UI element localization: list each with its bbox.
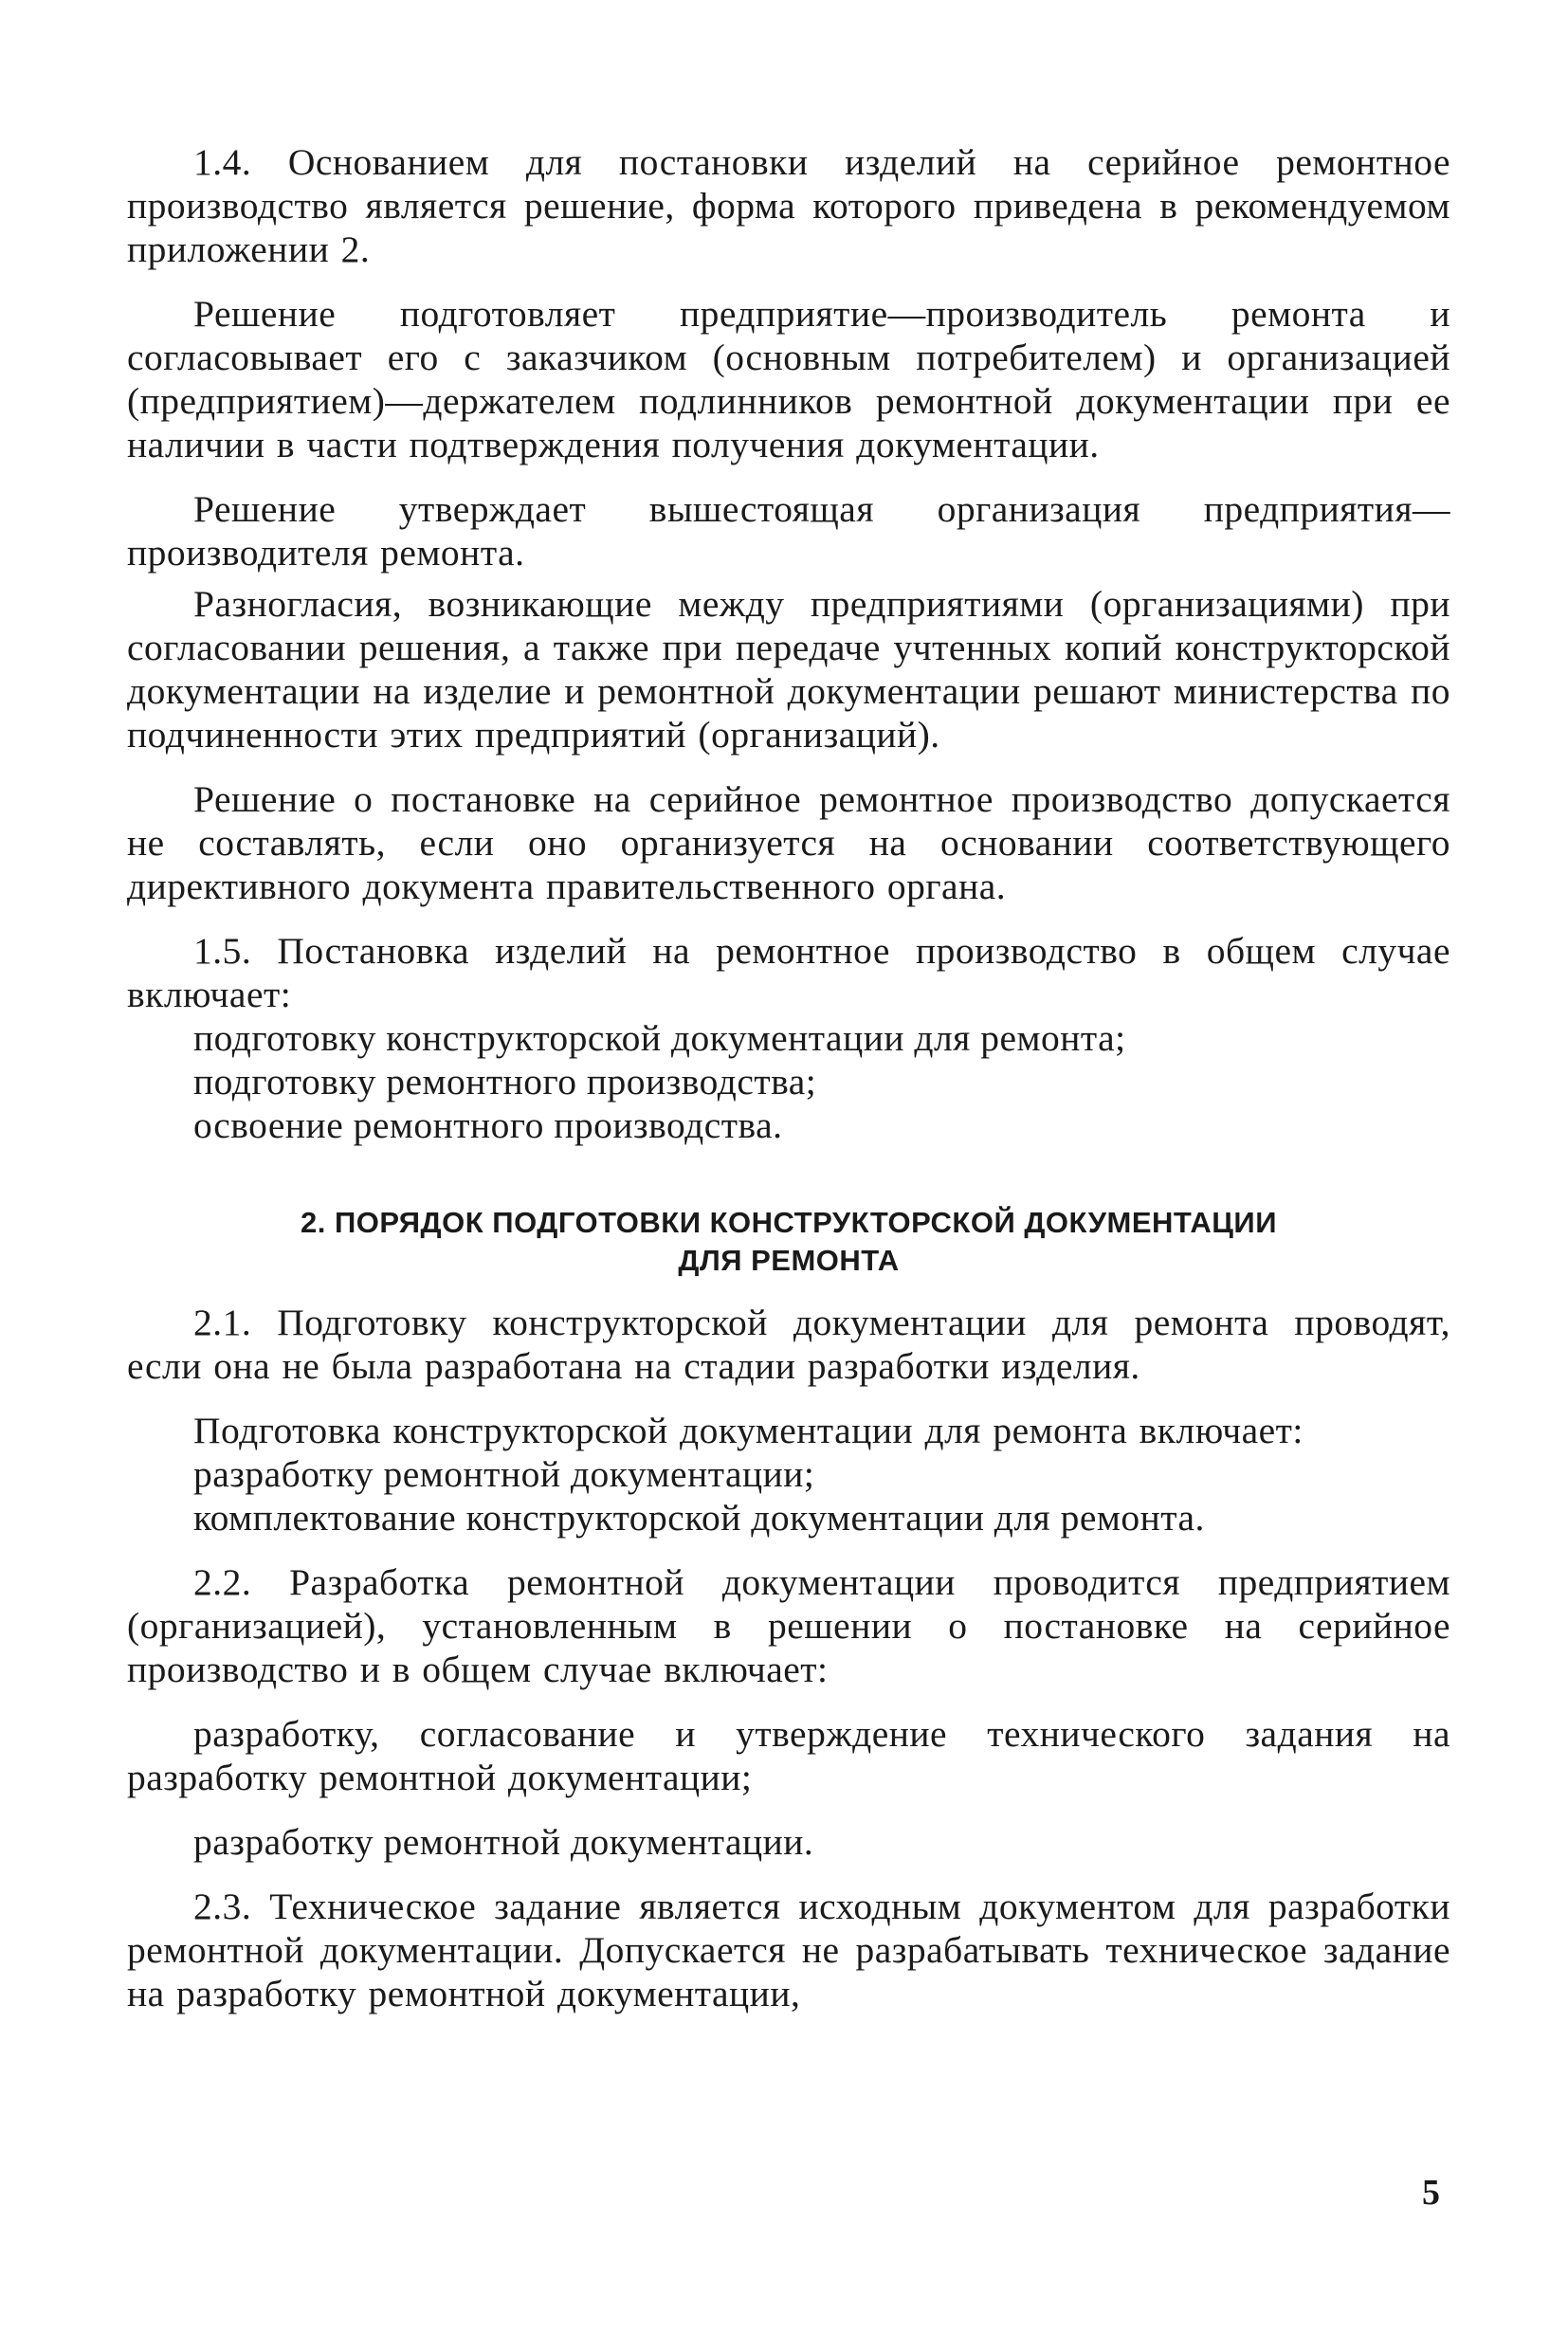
paragraph: Решение утверждает вышестоящая организация предприятия—производителя ремонта. (127, 488, 1450, 574)
list-item: разработку ремонтной документации. (193, 1821, 814, 1863)
paragraph: 1.4. Основанием для постановки изделий на серийное ремонтное производство является решение, форма которого приведена в рекомендуемом приложении 2. (127, 141, 1450, 270)
paragraph: Решение подготовляет предприятие—производитель ремонта и согласовывает его с заказчиком (основным потребителем) и организацией (предприятием)—держателем подлинников ремонтной документации при ее наличии в части подтверждения получения документации. (127, 293, 1450, 465)
page-number: 5 (1422, 2173, 1440, 2213)
list-item: подготовку ремонтного производства; (193, 1061, 817, 1103)
list-item: комплектование конструкторской документации для ремонта. (193, 1497, 1205, 1539)
section-heading-line: 2. ПОРЯДОК ПОДГОТОВКИ КОНСТРУКТОРСКОЙ ДОКУМЕНТАЦИИ (301, 1206, 1277, 1239)
paragraph: 1.5. Постановка изделий на ремонтное производство в общем случае включает: (127, 930, 1450, 1015)
list-item: освоение ремонтного производства. (193, 1104, 783, 1146)
page-body (127, 140, 1450, 2015)
paragraph: Подготовка конструкторской документации для ремонта включает: (193, 1410, 1304, 1451)
list-item: разработку ремонтной документации; (193, 1453, 815, 1495)
paragraph: разработку, согласование и утверждение технического задания на разработку ремонтной документации; (127, 1713, 1450, 1798)
paragraph: Разногласия, возникающие между предприятиями (организациями) при согласовании решения, а также при передаче учтенных копий конструкторской документации на изделие и ремонтной документации решают министерства по подчиненности этих предприятий (организаций). (127, 583, 1450, 756)
section-heading (127, 1204, 1450, 1280)
paragraph: Решение о постановке на серийное ремонтное производство допускается не составлять, если оно организуется на основании соответствующего директивного документа правительственного органа. (127, 778, 1450, 907)
paragraph: 2.3. Техническое задание является исходным документом для разработки ремонтной документации. Допускается не разрабатывать техническое задание на разработку ремонтной документации, (127, 1886, 1450, 2014)
section-heading-line: ДЛЯ РЕМОНТА (678, 1244, 900, 1277)
paragraph: 2.1. Подготовку конструкторской документации для ремонта проводят, если она не была разработана на стадии разработки изделия. (127, 1302, 1450, 1387)
paragraph: 2.2. Разработка ремонтной документации проводится предприятием (организацией), установленным в решении о постановке на серийное производство и в общем случае включает: (127, 1561, 1450, 1690)
list-item: подготовку конструкторской документации для ремонта; (193, 1017, 1126, 1059)
